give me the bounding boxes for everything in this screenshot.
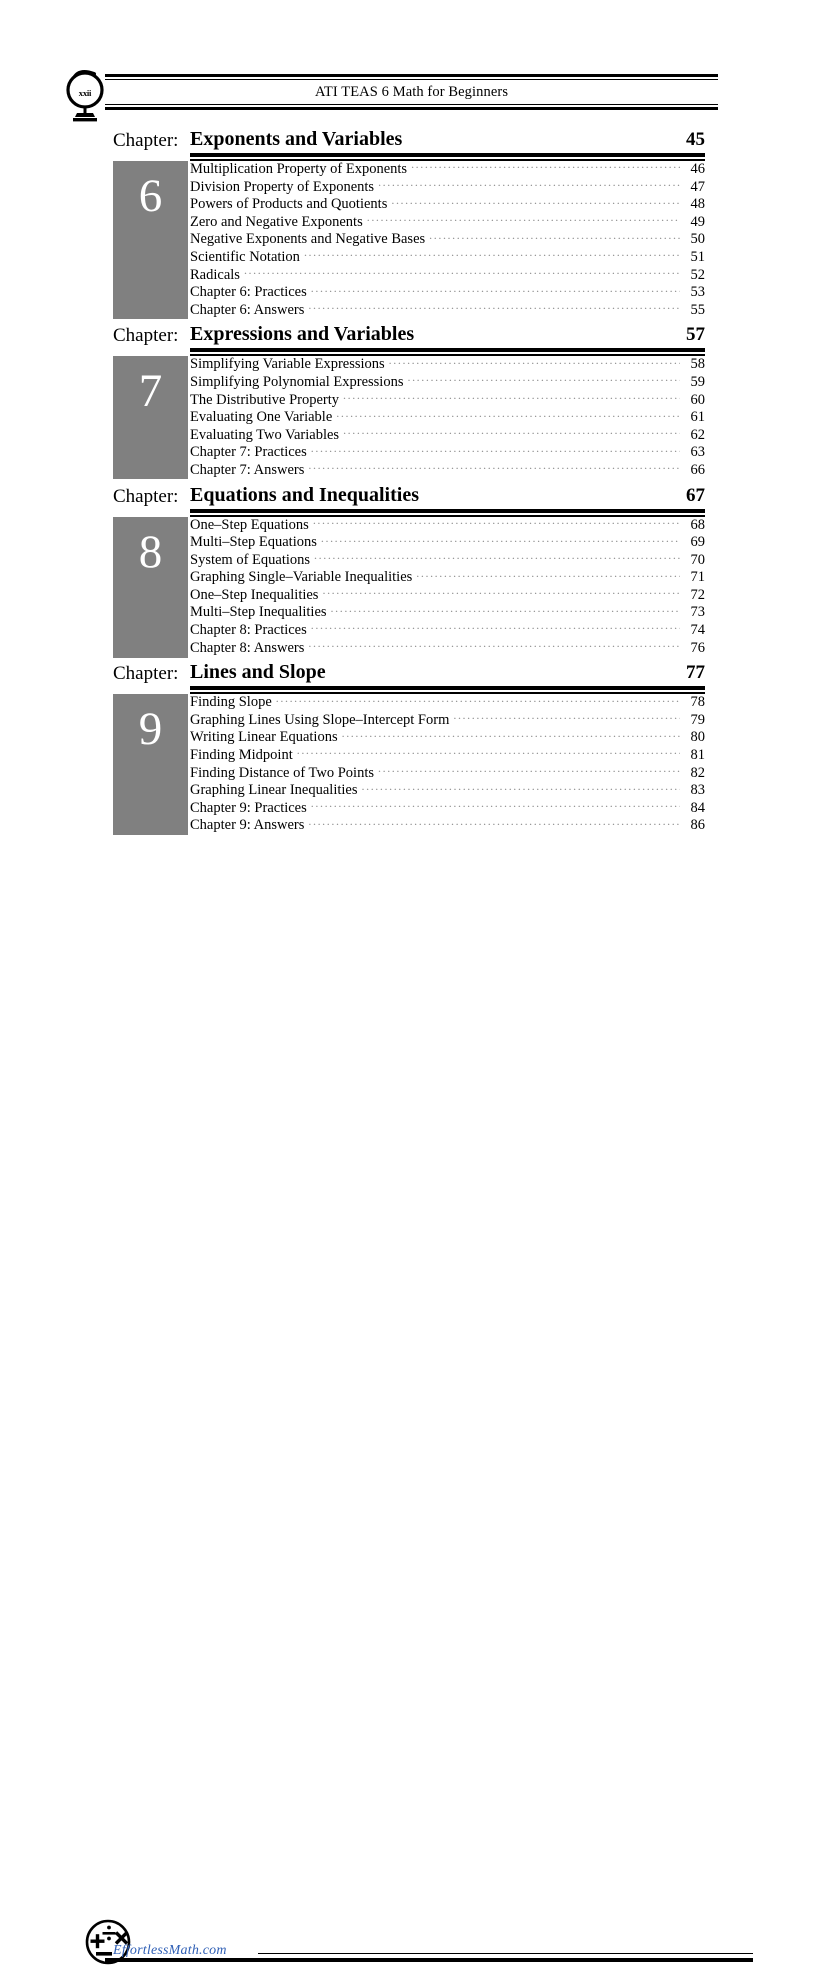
- toc-entry[interactable]: [190, 729, 705, 747]
- dot-leader: [453, 712, 680, 724]
- chapter-number: 8: [138, 525, 163, 578]
- chapter-label: Chapter:: [113, 130, 179, 151]
- toc-chapter-9: [0, 659, 816, 837]
- footer-rule-thin: [258, 1953, 753, 1954]
- toc-entry-title: Chapter 7: Practices: [190, 444, 307, 461]
- toc-entry-page: 50: [690, 231, 705, 248]
- chapter-title[interactable]: Expressions and Variables: [190, 323, 415, 346]
- chapter-body: [0, 509, 816, 660]
- toc-entry-title: Finding Distance of Two Points: [190, 764, 374, 781]
- dot-leader: [411, 161, 680, 173]
- toc-entry-title: Chapter 7: Answers: [190, 461, 305, 478]
- dot-leader: [313, 517, 680, 529]
- toc-entry-page: 81: [690, 747, 705, 764]
- dot-leader: [407, 374, 680, 386]
- dot-leader: [321, 534, 680, 546]
- dot-leader: [244, 267, 680, 279]
- chapter-heading: [0, 659, 816, 686]
- toc-entry-page: 51: [690, 248, 705, 265]
- toc-entry-title: Zero and Negative Exponents: [190, 213, 363, 230]
- chapter-page-number[interactable]: 57: [686, 324, 705, 346]
- chapter-entry-list: [190, 517, 705, 658]
- toc-entry[interactable]: [190, 569, 705, 587]
- toc-entry-title: Finding Midpoint: [190, 747, 293, 764]
- dot-leader: [276, 694, 680, 706]
- toc-entry-page: 78: [690, 694, 705, 711]
- toc-entry-page: 49: [690, 213, 705, 230]
- toc-chapter-8: [0, 482, 816, 660]
- toc-entry[interactable]: [190, 462, 705, 480]
- toc-entry[interactable]: [190, 196, 705, 214]
- header-rule-bottom-thin: [105, 104, 718, 105]
- chapter-entry-list: [190, 161, 705, 319]
- dot-leader: [304, 249, 680, 261]
- toc-entry[interactable]: [190, 552, 705, 570]
- toc-entry-title: Graphing Single–Variable Inequalities: [190, 569, 413, 586]
- chapter-body: [0, 686, 816, 837]
- dot-leader: [314, 552, 680, 564]
- chapter-body: [0, 153, 816, 321]
- toc-entry-title: Chapter 8: Practices: [190, 622, 307, 639]
- chapter-label: Chapter:: [113, 485, 179, 507]
- chapter-number-badge: [113, 694, 188, 835]
- dot-leader: [311, 284, 680, 296]
- toc-entry-page: 52: [690, 266, 705, 283]
- dot-leader: [308, 640, 680, 652]
- toc-entry-title: Simplifying Polynomial Expressions: [190, 373, 404, 390]
- chapter-number: 9: [138, 703, 163, 756]
- toc-entry[interactable]: [190, 249, 705, 267]
- toc-entry[interactable]: [190, 214, 705, 232]
- toc-entry-page: 69: [690, 534, 705, 551]
- toc-entry-page: 55: [690, 301, 705, 318]
- chapter-page-number[interactable]: 45: [686, 129, 705, 150]
- toc-entry[interactable]: [190, 517, 705, 535]
- toc-entry-title: Evaluating One Variable: [190, 409, 333, 426]
- toc-entry-title: One–Step Inequalities: [190, 586, 319, 603]
- toc-entry-page: 59: [690, 373, 705, 390]
- toc-entry[interactable]: [190, 179, 705, 197]
- chapter-page-number[interactable]: 67: [686, 484, 705, 506]
- toc-entry[interactable]: [190, 284, 705, 302]
- dot-leader: [336, 409, 680, 421]
- dot-leader: [343, 392, 680, 404]
- dot-leader: [416, 569, 680, 581]
- toc-entry[interactable]: [190, 817, 705, 835]
- toc-entry-title: Multi–Step Equations: [190, 534, 317, 551]
- dot-leader: [367, 214, 680, 226]
- dot-leader: [343, 427, 680, 439]
- toc-entry[interactable]: [190, 765, 705, 783]
- toc-entry-title: Multiplication Property of Exponents: [190, 161, 408, 177]
- toc-entry-title: Division Property of Exponents: [190, 178, 375, 195]
- dot-leader: [342, 729, 680, 741]
- toc-entry[interactable]: [190, 694, 705, 712]
- toc-entry-title: Negative Exponents and Negative Bases: [190, 231, 426, 248]
- chapter-number: 7: [138, 365, 163, 418]
- toc-entry-page: 48: [690, 196, 705, 213]
- toc-entry[interactable]: [190, 587, 705, 605]
- chapter-heading: [0, 482, 816, 509]
- toc-entry-title: Multi–Step Inequalities: [190, 604, 327, 621]
- toc-entry[interactable]: [190, 374, 705, 392]
- toc-entry-page: 83: [690, 782, 705, 799]
- toc-entry[interactable]: [190, 356, 705, 374]
- toc-entry-title: Graphing Linear Inequalities: [190, 782, 358, 799]
- dot-leader: [331, 604, 680, 616]
- toc-entry-title: Chapter 6: Practices: [190, 284, 307, 301]
- toc-entry-page: 68: [690, 516, 705, 533]
- footer-rule-thick: [105, 1958, 753, 1962]
- toc-entry-title: Writing Linear Equations: [190, 729, 338, 746]
- toc-entry-page: 84: [690, 799, 705, 816]
- toc-entry[interactable]: [190, 712, 705, 730]
- page-header: [105, 74, 718, 114]
- toc-entry-page: 82: [690, 764, 705, 781]
- toc-entry[interactable]: [190, 392, 705, 410]
- dot-leader: [378, 765, 680, 777]
- toc-entry-page: 73: [690, 604, 705, 621]
- toc-entry-page: 62: [690, 426, 705, 443]
- toc-entry[interactable]: [190, 161, 705, 179]
- toc-entry[interactable]: [190, 444, 705, 462]
- toc-entry-title: Scientific Notation: [190, 248, 300, 265]
- toc-entry-title: Evaluating Two Variables: [190, 426, 340, 443]
- dot-leader: [308, 462, 680, 474]
- dot-leader: [311, 800, 680, 812]
- dot-leader: [391, 196, 680, 208]
- dot-leader: [308, 817, 680, 829]
- toc-entry-page: 79: [690, 711, 705, 728]
- toc-entry-page: 61: [690, 409, 705, 426]
- folio-number: xxii: [78, 88, 92, 98]
- toc-entry[interactable]: [190, 302, 705, 320]
- toc-entry-page: 71: [690, 569, 705, 586]
- toc-entry-title: The Distributive Property: [190, 391, 340, 408]
- chapter-body: [0, 348, 816, 481]
- toc-entry-title: Graphing Lines Using Slope–Intercept Form: [190, 711, 450, 728]
- toc-entry-title: Powers of Products and Quotients: [190, 196, 388, 213]
- toc-entry-title: One–Step Equations: [190, 516, 309, 533]
- header-rule-top-thick: [105, 74, 718, 77]
- toc-entry-page: 53: [690, 284, 705, 301]
- dot-leader: [308, 302, 680, 314]
- chapter-title[interactable]: Lines and Slope: [190, 661, 326, 684]
- toc-entry-page: 47: [690, 178, 705, 195]
- toc-entry-page: 80: [690, 729, 705, 746]
- toc-entry-title: Radicals: [190, 266, 240, 283]
- dot-leader: [311, 444, 680, 456]
- toc-entry-page: 46: [690, 161, 705, 177]
- chapter-entry-list: [190, 694, 705, 835]
- toc-chapter-6: [0, 126, 816, 321]
- toc-entry[interactable]: [190, 604, 705, 622]
- toc-entry[interactable]: [190, 231, 705, 249]
- toc-entry[interactable]: [190, 534, 705, 552]
- dot-leader: [429, 231, 680, 243]
- toc-entry[interactable]: [190, 640, 705, 658]
- header-rule-top-thin: [105, 79, 718, 80]
- running-head-title: ATI TEAS 6 Math for Beginners: [314, 84, 509, 100]
- chapter-label: Chapter:: [113, 663, 179, 685]
- dot-leader: [389, 356, 680, 368]
- chapter-number-badge: [113, 356, 188, 479]
- chapter-heading: [0, 126, 816, 153]
- chapter-title[interactable]: Equations and Inequalities: [190, 483, 419, 506]
- toc-entry[interactable]: [190, 747, 705, 765]
- chapter-label: Chapter:: [113, 325, 179, 347]
- chapter-page-number[interactable]: 77: [686, 662, 705, 684]
- toc-chapter-7: [0, 321, 816, 481]
- toc-entry-title: System of Equations: [190, 551, 311, 568]
- toc-entry-page: 60: [690, 391, 705, 408]
- toc-entry-title: Finding Slope: [190, 694, 272, 711]
- table-of-contents: [0, 126, 816, 837]
- toc-entry-page: 66: [690, 461, 705, 478]
- header-rule-bottom-thick: [105, 107, 718, 110]
- toc-entry[interactable]: [190, 622, 705, 640]
- toc-entry[interactable]: [190, 782, 705, 800]
- toc-entry[interactable]: [190, 267, 705, 285]
- toc-entry-page: 76: [690, 639, 705, 656]
- toc-entry-title: Chapter 6: Answers: [190, 301, 305, 318]
- chapter-title[interactable]: Exponents and Variables: [190, 128, 403, 150]
- dot-leader: [311, 622, 680, 634]
- toc-entry[interactable]: [190, 427, 705, 445]
- toc-entry-page: 70: [690, 551, 705, 568]
- toc-entry[interactable]: [190, 409, 705, 427]
- dot-leader: [378, 179, 680, 191]
- toc-entry-title: Chapter 9: Answers: [190, 817, 305, 834]
- chapter-number-badge: [113, 517, 188, 658]
- toc-entry-title: Simplifying Variable Expressions: [190, 356, 385, 373]
- chapter-entry-list: [190, 356, 705, 479]
- chapter-number: 6: [138, 170, 163, 222]
- toc-entry-page: 86: [690, 817, 705, 834]
- toc-entry-page: 72: [690, 586, 705, 603]
- dot-leader: [362, 782, 681, 794]
- dot-leader: [297, 747, 680, 759]
- toc-entry-title: Chapter 9: Practices: [190, 799, 307, 816]
- dot-leader: [322, 587, 680, 599]
- page-footer: [0, 956, 816, 1958]
- brand-label: EffortlessMath.com: [113, 1943, 227, 1958]
- toc-entry-page: 74: [690, 622, 705, 639]
- toc-entry-page: 58: [690, 356, 705, 373]
- chapter-number-badge: [113, 161, 188, 319]
- toc-entry-page: 63: [690, 444, 705, 461]
- chapter-heading: [0, 321, 816, 348]
- toc-entry[interactable]: [190, 800, 705, 818]
- toc-entry-title: Chapter 8: Answers: [190, 639, 305, 656]
